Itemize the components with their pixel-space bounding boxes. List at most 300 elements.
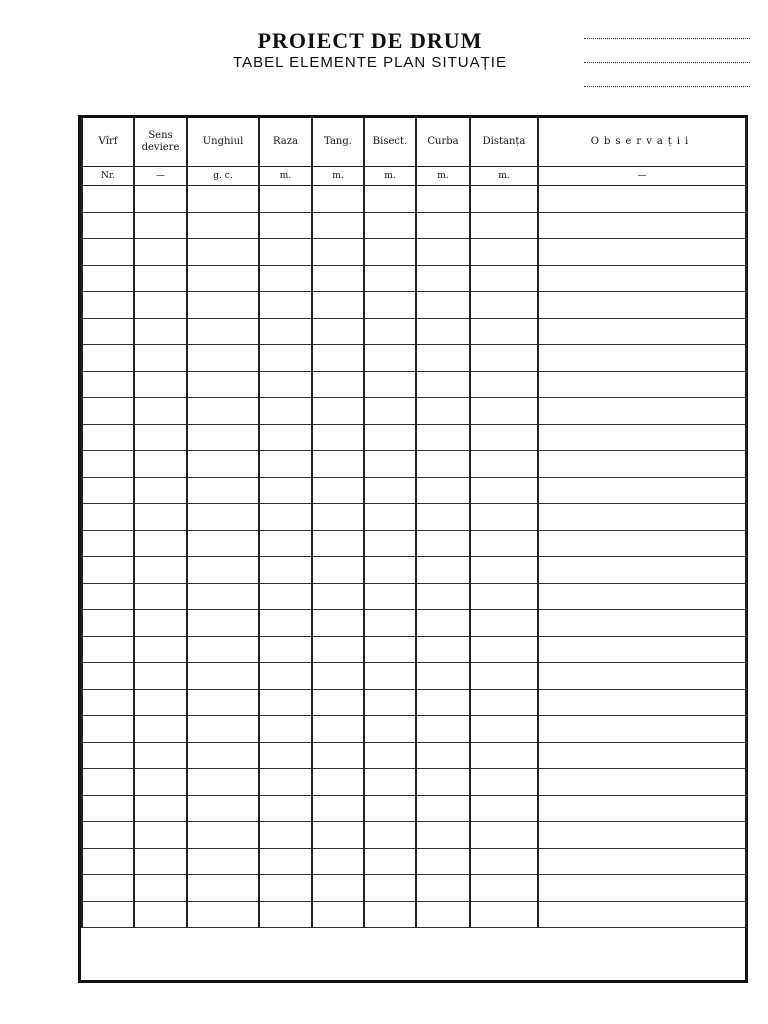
- table-cell: [134, 583, 187, 610]
- table-cell: [312, 318, 364, 345]
- table-cell: [259, 610, 312, 637]
- table-cell: [259, 689, 312, 716]
- reference-line-3: [584, 86, 750, 87]
- unit-raza: m.: [259, 167, 312, 186]
- table-cell: [187, 795, 259, 822]
- table-cell: [538, 742, 746, 769]
- header-raza: Raza: [259, 118, 312, 167]
- table-cell: [187, 371, 259, 398]
- table-cell: [187, 239, 259, 266]
- table-row: [82, 557, 746, 584]
- table-cell: [416, 848, 470, 875]
- table-cell: [312, 371, 364, 398]
- table-row: [82, 292, 746, 319]
- table-cell: [82, 822, 134, 849]
- table-cell: [134, 477, 187, 504]
- table-cell: [187, 318, 259, 345]
- table-cell: [187, 212, 259, 239]
- table-cell: [259, 848, 312, 875]
- table-cell: [470, 636, 538, 663]
- table-cell: [134, 424, 187, 451]
- table-cell: [416, 610, 470, 637]
- table-cell: [134, 451, 187, 478]
- table-cell: [416, 689, 470, 716]
- header-observatii: Observații: [538, 118, 746, 167]
- table-cell: [470, 424, 538, 451]
- table-cell: [259, 875, 312, 902]
- table-cell: [470, 557, 538, 584]
- table-row: [82, 530, 746, 557]
- table-cell: [470, 530, 538, 557]
- table-cell: [134, 716, 187, 743]
- unit-curba: m.: [416, 167, 470, 186]
- table-cell: [259, 901, 312, 928]
- table-cell: [470, 265, 538, 292]
- table-row: [82, 795, 746, 822]
- table-cell: [187, 848, 259, 875]
- table-cell: [82, 530, 134, 557]
- table-cell: [134, 795, 187, 822]
- table-cell: [259, 557, 312, 584]
- table-cell: [82, 636, 134, 663]
- table-cell: [416, 901, 470, 928]
- table-cell: [82, 557, 134, 584]
- table-cell: [312, 742, 364, 769]
- table-cell: [538, 371, 746, 398]
- table-cell: [82, 689, 134, 716]
- table-cell: [82, 345, 134, 372]
- table-cell: [82, 742, 134, 769]
- table-cell: [187, 292, 259, 319]
- table-cell: [470, 716, 538, 743]
- table-cell: [187, 477, 259, 504]
- unit-sens-deviere: —: [134, 167, 187, 186]
- table-cell: [187, 769, 259, 796]
- table-cell: [82, 292, 134, 319]
- table-cell: [312, 848, 364, 875]
- table-cell: [470, 875, 538, 902]
- table-cell: [134, 212, 187, 239]
- form-frame: [78, 115, 748, 983]
- table-cell: [364, 186, 416, 213]
- table-cell: [538, 636, 746, 663]
- table-cell: [538, 901, 746, 928]
- table-cell: [538, 663, 746, 690]
- table-cell: [259, 424, 312, 451]
- table-cell: [470, 398, 538, 425]
- header-tang: Tang.: [312, 118, 364, 167]
- unit-unghiul: g. c.: [187, 167, 259, 186]
- table-cell: [416, 292, 470, 319]
- table-cell: [470, 504, 538, 531]
- unit-virf: Nr.: [82, 167, 134, 186]
- table-cell: [259, 345, 312, 372]
- table-cell: [470, 239, 538, 266]
- table-cell: [134, 530, 187, 557]
- unit-tang: m.: [312, 167, 364, 186]
- table-cell: [364, 636, 416, 663]
- table-cell: [259, 186, 312, 213]
- table-cell: [312, 265, 364, 292]
- table-row: [82, 875, 746, 902]
- table-cell: [259, 769, 312, 796]
- table-row: [82, 636, 746, 663]
- table-cell: [364, 583, 416, 610]
- table-cell: [187, 530, 259, 557]
- table-cell: [364, 557, 416, 584]
- table-row: [82, 716, 746, 743]
- table-cell: [364, 424, 416, 451]
- table-cell: [312, 398, 364, 425]
- table-cell: [538, 318, 746, 345]
- table-cell: [312, 822, 364, 849]
- header-row: [82, 118, 746, 167]
- table-cell: [364, 769, 416, 796]
- table-cell: [187, 451, 259, 478]
- table-row: [82, 477, 746, 504]
- table-cell: [187, 186, 259, 213]
- table-cell: [187, 742, 259, 769]
- table-cell: [364, 292, 416, 319]
- table-cell: [470, 822, 538, 849]
- table-cell: [364, 398, 416, 425]
- table-cell: [134, 265, 187, 292]
- table-cell: [470, 451, 538, 478]
- table-cell: [312, 689, 364, 716]
- table-cell: [470, 663, 538, 690]
- table-cell: [312, 530, 364, 557]
- table-cell: [416, 769, 470, 796]
- table-row: [82, 848, 746, 875]
- table-cell: [470, 689, 538, 716]
- table-cell: [187, 424, 259, 451]
- table-cell: [312, 451, 364, 478]
- table-cell: [259, 239, 312, 266]
- table-row: [82, 822, 746, 849]
- table-cell: [364, 477, 416, 504]
- table-cell: [416, 186, 470, 213]
- table-cell: [312, 610, 364, 637]
- table-row: [82, 663, 746, 690]
- table-cell: [538, 583, 746, 610]
- table-row: [82, 424, 746, 451]
- table-cell: [416, 212, 470, 239]
- table-row: [82, 583, 746, 610]
- table-cell: [134, 318, 187, 345]
- table-row: [82, 371, 746, 398]
- table-cell: [82, 186, 134, 213]
- table-cell: [187, 822, 259, 849]
- table-cell: [259, 742, 312, 769]
- table-cell: [312, 716, 364, 743]
- table-cell: [312, 557, 364, 584]
- unit-observatii: —: [538, 167, 746, 186]
- table-row: [82, 212, 746, 239]
- table-cell: [538, 716, 746, 743]
- table-cell: [312, 504, 364, 531]
- table-cell: [312, 477, 364, 504]
- table-cell: [364, 901, 416, 928]
- table-cell: [312, 663, 364, 690]
- header-curba: Curba: [416, 118, 470, 167]
- table-row: [82, 689, 746, 716]
- table-cell: [364, 663, 416, 690]
- page-title: PROIECT DE DRUM: [257, 28, 483, 53]
- table-cell: [364, 451, 416, 478]
- table-cell: [470, 583, 538, 610]
- table-cell: [538, 424, 746, 451]
- table-row: [82, 398, 746, 425]
- table-cell: [187, 610, 259, 637]
- table-cell: [538, 212, 746, 239]
- table-cell: [312, 875, 364, 902]
- table-row: [82, 504, 746, 531]
- table-cell: [312, 345, 364, 372]
- page-subtitle: TABEL ELEMENTE PLAN SITUAȚIE: [233, 54, 507, 71]
- table-cell: [82, 504, 134, 531]
- table-cell: [538, 875, 746, 902]
- unit-distanta: m.: [470, 167, 538, 186]
- table-cell: [259, 716, 312, 743]
- table-cell: [312, 186, 364, 213]
- table-cell: [259, 822, 312, 849]
- table-cell: [364, 610, 416, 637]
- table-cell: [259, 318, 312, 345]
- table-cell: [259, 583, 312, 610]
- table-cell: [187, 583, 259, 610]
- table-cell: [538, 504, 746, 531]
- table-cell: [312, 795, 364, 822]
- table-cell: [134, 504, 187, 531]
- table-cell: [259, 292, 312, 319]
- table-cell: [538, 239, 746, 266]
- table-cell: [312, 583, 364, 610]
- table-cell: [134, 689, 187, 716]
- table-cell: [134, 398, 187, 425]
- table-row: [82, 345, 746, 372]
- table-cell: [470, 212, 538, 239]
- table-cell: [134, 345, 187, 372]
- table-cell: [416, 530, 470, 557]
- table-cell: [538, 292, 746, 319]
- table-row: [82, 265, 746, 292]
- table-cell: [364, 371, 416, 398]
- table-cell: [416, 265, 470, 292]
- table-cell: [312, 424, 364, 451]
- table-cell: [538, 477, 746, 504]
- table-cell: [364, 239, 416, 266]
- table-row: [82, 769, 746, 796]
- table-cell: [470, 769, 538, 796]
- table-cell: [259, 530, 312, 557]
- header-virf: Vîrf: [82, 118, 134, 167]
- table-cell: [259, 477, 312, 504]
- table-cell: [364, 212, 416, 239]
- table-cell: [538, 610, 746, 637]
- table-cell: [470, 186, 538, 213]
- table-cell: [364, 265, 416, 292]
- table-cell: [416, 371, 470, 398]
- unit-bisect: m.: [364, 167, 416, 186]
- table-cell: [82, 610, 134, 637]
- table-cell: [187, 663, 259, 690]
- table-cell: [538, 689, 746, 716]
- table-cell: [364, 822, 416, 849]
- table-cell: [259, 265, 312, 292]
- table-cell: [416, 318, 470, 345]
- table-cell: [538, 530, 746, 557]
- table-cell: [416, 716, 470, 743]
- table-cell: [416, 557, 470, 584]
- table-cell: [416, 239, 470, 266]
- table-cell: [82, 875, 134, 902]
- table-cell: [82, 716, 134, 743]
- table-cell: [538, 557, 746, 584]
- units-row: [82, 167, 746, 186]
- table-cell: [470, 318, 538, 345]
- table-cell: [416, 583, 470, 610]
- table-cell: [416, 424, 470, 451]
- table-cell: [82, 318, 134, 345]
- table-cell: [538, 795, 746, 822]
- table-cell: [538, 398, 746, 425]
- table-cell: [187, 875, 259, 902]
- table-cell: [187, 398, 259, 425]
- table-cell: [187, 689, 259, 716]
- table-cell: [312, 239, 364, 266]
- table-cell: [82, 663, 134, 690]
- table-cell: [82, 212, 134, 239]
- table-cell: [134, 901, 187, 928]
- table-cell: [416, 822, 470, 849]
- table-cell: [364, 795, 416, 822]
- table-cell: [416, 663, 470, 690]
- table-cell: [470, 742, 538, 769]
- table-cell: [187, 345, 259, 372]
- table-cell: [134, 875, 187, 902]
- table-cell: [82, 265, 134, 292]
- table-cell: [538, 345, 746, 372]
- table-row: [82, 610, 746, 637]
- table-cell: [416, 398, 470, 425]
- table-cell: [538, 769, 746, 796]
- table-cell: [259, 398, 312, 425]
- table-cell: [416, 345, 470, 372]
- table-cell: [312, 636, 364, 663]
- table-body: [82, 186, 746, 928]
- table-cell: [538, 848, 746, 875]
- table-cell: [134, 186, 187, 213]
- table-cell: [364, 318, 416, 345]
- table-row: [82, 186, 746, 213]
- table-cell: [416, 636, 470, 663]
- table-cell: [312, 292, 364, 319]
- table-cell: [134, 292, 187, 319]
- table-cell: [364, 716, 416, 743]
- table-cell: [187, 265, 259, 292]
- table-cell: [364, 848, 416, 875]
- table-cell: [82, 901, 134, 928]
- table-cell: [134, 769, 187, 796]
- table-cell: [82, 451, 134, 478]
- header-unghiul: Unghiul: [187, 118, 259, 167]
- header-distanta: Distanța: [470, 118, 538, 167]
- table-cell: [538, 265, 746, 292]
- table-cell: [134, 636, 187, 663]
- table-cell: [134, 557, 187, 584]
- table-cell: [82, 769, 134, 796]
- table-cell: [538, 186, 746, 213]
- table-cell: [134, 371, 187, 398]
- table-cell: [187, 504, 259, 531]
- table-cell: [134, 822, 187, 849]
- table-cell: [470, 371, 538, 398]
- table-cell: [416, 451, 470, 478]
- table-cell: [416, 875, 470, 902]
- table-row: [82, 239, 746, 266]
- table-cell: [134, 848, 187, 875]
- table-cell: [470, 477, 538, 504]
- table-cell: [364, 530, 416, 557]
- table-cell: [187, 557, 259, 584]
- table-cell: [82, 848, 134, 875]
- table-row: [82, 901, 746, 928]
- table-cell: [470, 292, 538, 319]
- table-cell: [134, 742, 187, 769]
- table-cell: [312, 212, 364, 239]
- table-cell: [364, 504, 416, 531]
- table-cell: [312, 769, 364, 796]
- table-cell: [259, 663, 312, 690]
- table-row: [82, 318, 746, 345]
- table-cell: [82, 477, 134, 504]
- table-cell: [312, 901, 364, 928]
- table-cell: [259, 371, 312, 398]
- table-cell: [259, 451, 312, 478]
- table-row: [82, 742, 746, 769]
- table-cell: [470, 795, 538, 822]
- table-cell: [416, 504, 470, 531]
- table-cell: [187, 716, 259, 743]
- table-row: [82, 451, 746, 478]
- table-cell: [82, 371, 134, 398]
- table-cell: [259, 504, 312, 531]
- table-cell: [470, 345, 538, 372]
- table-cell: [416, 795, 470, 822]
- table-cell: [364, 875, 416, 902]
- table-cell: [470, 901, 538, 928]
- table-cell: [364, 689, 416, 716]
- reference-line-1: [584, 38, 750, 39]
- table-cell: [259, 795, 312, 822]
- table-cell: [187, 636, 259, 663]
- table-cell: [364, 742, 416, 769]
- table-cell: [134, 610, 187, 637]
- reference-line-2: [584, 62, 750, 63]
- table-cell: [416, 477, 470, 504]
- table-cell: [364, 345, 416, 372]
- elements-table: [81, 118, 747, 928]
- table-cell: [134, 663, 187, 690]
- table-cell: [82, 583, 134, 610]
- table-cell: [187, 901, 259, 928]
- table-cell: [82, 239, 134, 266]
- table-cell: [470, 848, 538, 875]
- table-cell: [538, 451, 746, 478]
- table-cell: [259, 636, 312, 663]
- table-cell: [82, 795, 134, 822]
- table-cell: [538, 822, 746, 849]
